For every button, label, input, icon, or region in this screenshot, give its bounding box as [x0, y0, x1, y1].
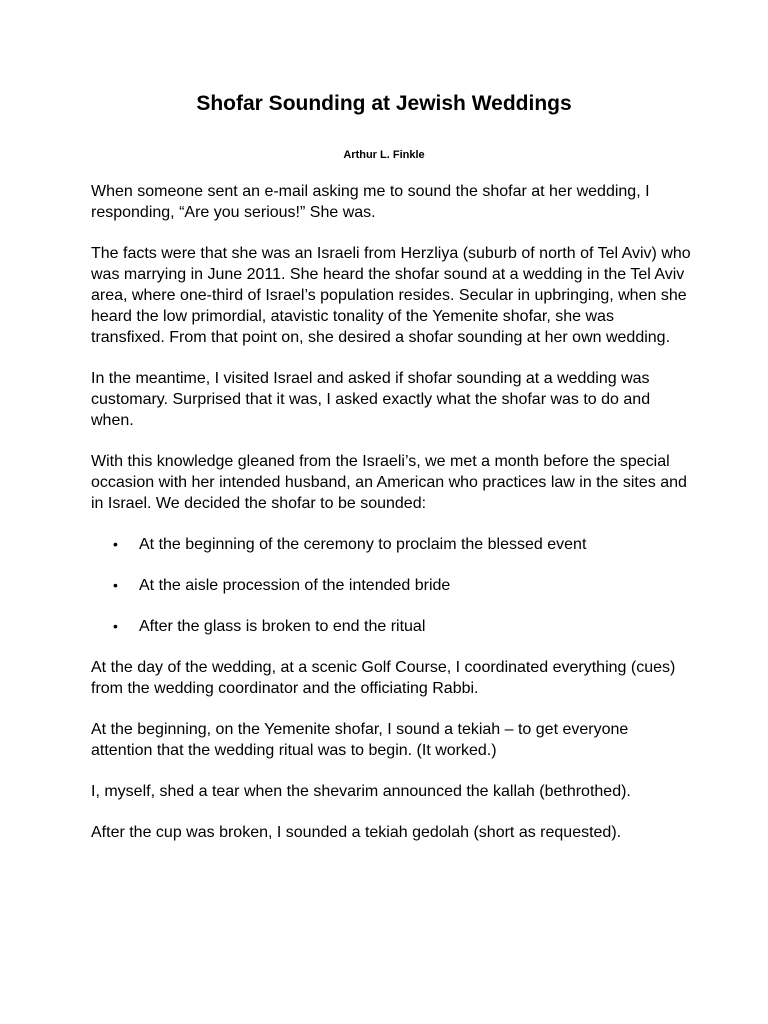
paragraph-email-request: When someone sent an e-mail asking me to sound the shofar at her wedding, I responding, “Are you serious!” She was. [91, 183, 650, 221]
paragraph-tekiah: At the beginning, on the Yemenite shofar, I sound a tekiah – to get everyone attention that the wedding ritual was to begin. (It worked.) [91, 721, 629, 759]
paragraph-israel-visit: In the meantime, I visited Israel and asked if shofar sounding at a wedding was customary. Surprised that it was, I asked exactly what the shofar was to do and when. [91, 370, 651, 429]
list-item-text: After the glass is broken to end the ritual [139, 618, 426, 635]
paragraph-shevarim: I, myself, shed a tear when the shevarim announced the kallah (bethrothed). [91, 783, 631, 800]
list-item [91, 575, 691, 596]
paragraph-tekiah-gedolah: After the cup was broken, I sounded a tekiah gedolah (short as requested). [91, 824, 622, 841]
list-item [91, 534, 691, 555]
document-title: Shofar Sounding at Jewish Weddings [196, 92, 572, 115]
bullet-icon: • [113, 577, 118, 593]
list-item [91, 616, 691, 637]
bullet-icon: • [113, 536, 118, 552]
document-author: Arthur L. Finkle [343, 149, 425, 161]
list-item-text: At the beginning of the ceremony to proclaim the blessed event [139, 536, 587, 553]
paragraph-wedding-day: At the day of the wedding, at a scenic Golf Course, I coordinated everything (cues) from the wedding coordinator and the officiating Rabbi. [91, 659, 676, 697]
list-item-text: At the aisle procession of the intended bride [139, 577, 451, 594]
paragraph-planning-meeting: With this knowledge gleaned from the Israeli’s, we met a month before the special occasion with her intended husband, an American who practices law in the sites and in Israel. We decided the shofar to be sounded: [91, 453, 687, 512]
paragraph-bride-background: The facts were that she was an Israeli from Herzliya (suburb of north of Tel Aviv) who was marrying in June 2011. She heard the shofar sound at a wedding in the Tel Aviv area, where one-third of Israel’s population resides. Secular in upbringing, when she heard the low primordial, atavistic tonality of the Yemenite shofar, she was transfixed. From that point on, she desired a shofar sounding at her own wedding. [91, 245, 691, 346]
bullet-icon: • [113, 618, 118, 634]
document-body [91, 181, 691, 863]
shofar-sounding-list [91, 534, 691, 637]
